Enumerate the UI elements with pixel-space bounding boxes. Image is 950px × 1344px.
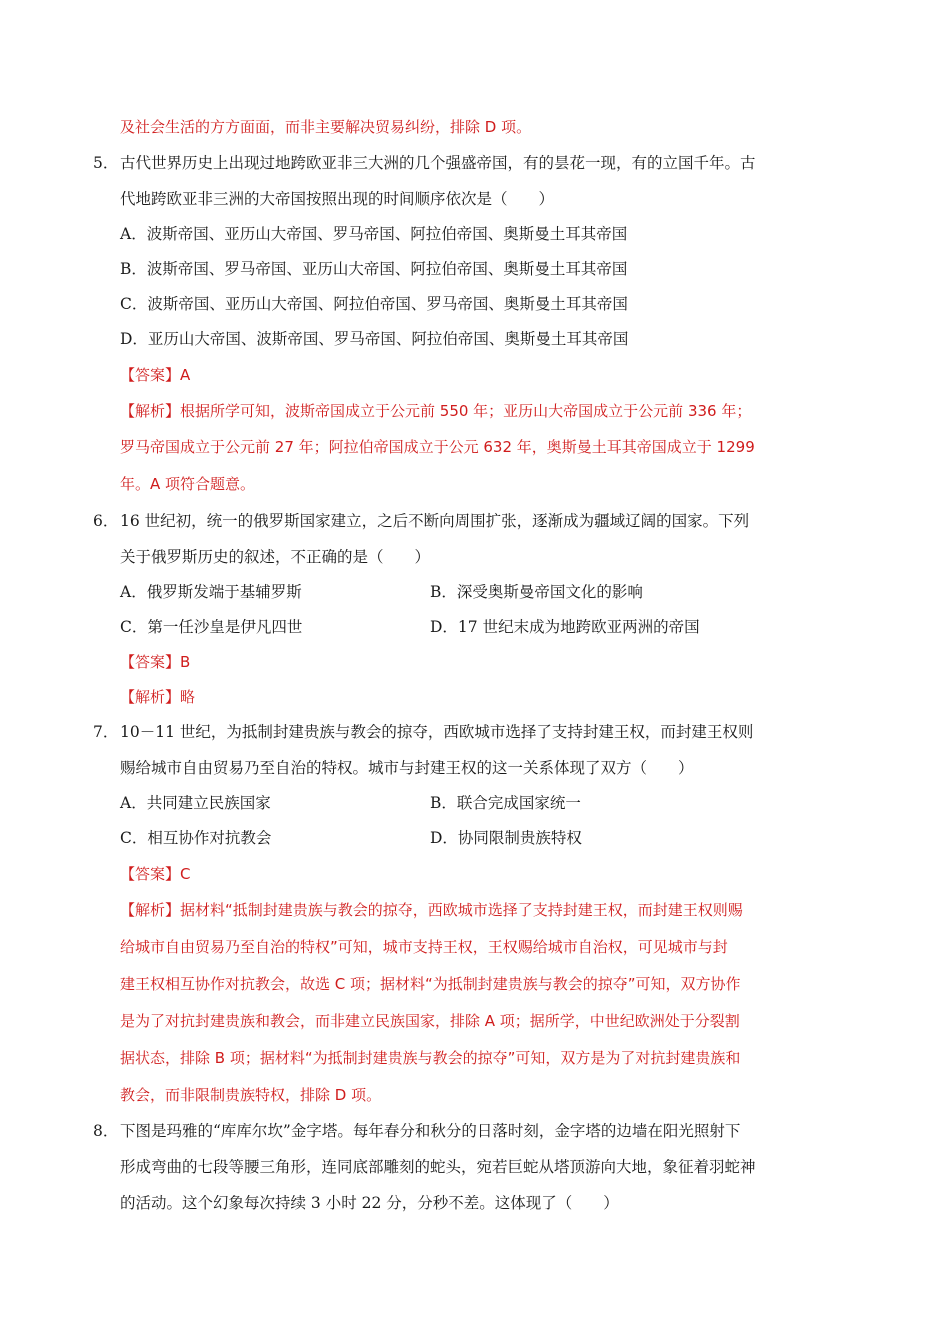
q5-number: 5． [93, 154, 119, 172]
q7-analysis-line-2: 给城市自由贸易乃至自治的特权”可知，城市支持王权，王权赐给城市自治权，可见城市与封 [120, 938, 728, 956]
q7-option-b: B．联合完成国家统一 [430, 794, 581, 812]
q7-option-c: C．相互协作对抗教会 [120, 829, 272, 847]
q6-option-b: B．深受奥斯曼帝国文化的影响 [430, 583, 643, 601]
q8-stem-line-3: 的活动。这个幻象每次持续 3 小时 22 分，分秒不差。这体现了（ ） [120, 1194, 619, 1212]
q6-option-c: C．第一任沙皇是伊凡四世 [120, 618, 303, 636]
q6-stem-line-1: 16 世纪初，统一的俄罗斯国家建立，之后不断向周围扩张，逐渐成为疆域辽阔的国家。下列 [120, 512, 750, 530]
q5-option-a: A．波斯帝国、亚历山大帝国、罗马帝国、阿拉伯帝国、奥斯曼土耳其帝国 [120, 225, 628, 243]
q7-analysis-line-6: 教会，而非限制贵族特权，排除 D 项。 [120, 1086, 382, 1104]
q5-analysis-line-2: 罗马帝国成立于公元前 27 年；阿拉伯帝国成立于公元 632 年，奥斯曼土耳其帝国成立于 1299 [120, 438, 755, 456]
q7-option-d: D．协同限制贵族特权 [430, 829, 582, 847]
q7-analysis-line-3: 建王权相互协作对抗教会，故选 C 项；据材料“为抵制封建贵族与教会的掠夺”可知，双方协作 [120, 975, 741, 993]
q8-stem-line-1: 下图是玛雅的“库库尔坎”金字塔。每年春分和秋分的日落时刻，金字塔的边墙在阳光照射下 [120, 1122, 741, 1140]
q6-number: 6． [93, 512, 119, 530]
q6-analysis: 【解析】略 [120, 688, 196, 706]
q7-number: 7． [93, 723, 119, 741]
q5-analysis-line-3: 年。A 项符合题意。 [120, 475, 256, 493]
q7-stem-line-1: 10－11 世纪，为抵制封建贵族与教会的掠夺，西欧城市选择了支持封建王权，而封建王权则 [120, 723, 754, 741]
q7-analysis-line-1: 【解析】据材料“抵制封建贵族与教会的掠夺，西欧城市选择了支持封建王权，而封建王权则赐 [120, 901, 743, 919]
q6-option-a: A．俄罗斯发端于基辅罗斯 [120, 583, 302, 601]
q7-stem-line-2: 赐给城市自由贸易乃至自治的特权。城市与封建王权的这一关系体现了双方（ ） [120, 759, 694, 777]
q5-stem-line-2: 代地跨欧亚非三洲的大帝国按照出现的时间顺序依次是（ ） [120, 190, 555, 208]
q6-stem-line-2: 关于俄罗斯历史的叙述，不正确的是（ ） [120, 548, 431, 566]
q4-analysis-tail: 及社会生活的方方面面，而非主要解决贸易纠纷，排除 D 项。 [120, 118, 532, 136]
q5-option-d: D．亚历山大帝国、波斯帝国、罗马帝国、阿拉伯帝国、奥斯曼土耳其帝国 [120, 330, 629, 348]
q8-stem-line-2: 形成弯曲的七段等腰三角形，连同底部雕刻的蛇头，宛若巨蛇从塔顶游向大地，象征着羽蛇神 [120, 1158, 756, 1176]
q6-answer: 【答案】B [120, 653, 191, 671]
q5-option-c: C．波斯帝国、亚历山大帝国、阿拉伯帝国、罗马帝国、奥斯曼土耳其帝国 [120, 295, 628, 313]
q7-option-a: A．共同建立民族国家 [120, 794, 271, 812]
q8-number: 8． [93, 1122, 119, 1140]
q5-answer: 【答案】A [120, 366, 191, 384]
q7-analysis-line-4: 是为了对抗封建贵族和教会，而非建立民族国家，排除 A 项；据所学，中世纪欧洲处于分裂割 [120, 1012, 740, 1030]
q5-analysis-line-1: 【解析】根据所学可知，波斯帝国成立于公元前 550 年；亚历山大帝国成立于公元前 336 年； [120, 402, 752, 420]
q7-analysis-line-5: 据状态，排除 B 项；据材料“为抵制封建贵族与教会的掠夺”可知，双方是为了对抗封建贵族和 [120, 1049, 741, 1067]
q5-option-b: B．波斯帝国、罗马帝国、亚历山大帝国、阿拉伯帝国、奥斯曼土耳其帝国 [120, 260, 628, 278]
q7-answer: 【答案】C [120, 865, 191, 883]
q5-stem-line-1: 古代世界历史上出现过地跨欧亚非三大洲的几个强盛帝国，有的昙花一现，有的立国千年。古 [120, 154, 756, 172]
q6-option-d: D．17 世纪末成为地跨欧亚两洲的帝国 [430, 618, 700, 636]
